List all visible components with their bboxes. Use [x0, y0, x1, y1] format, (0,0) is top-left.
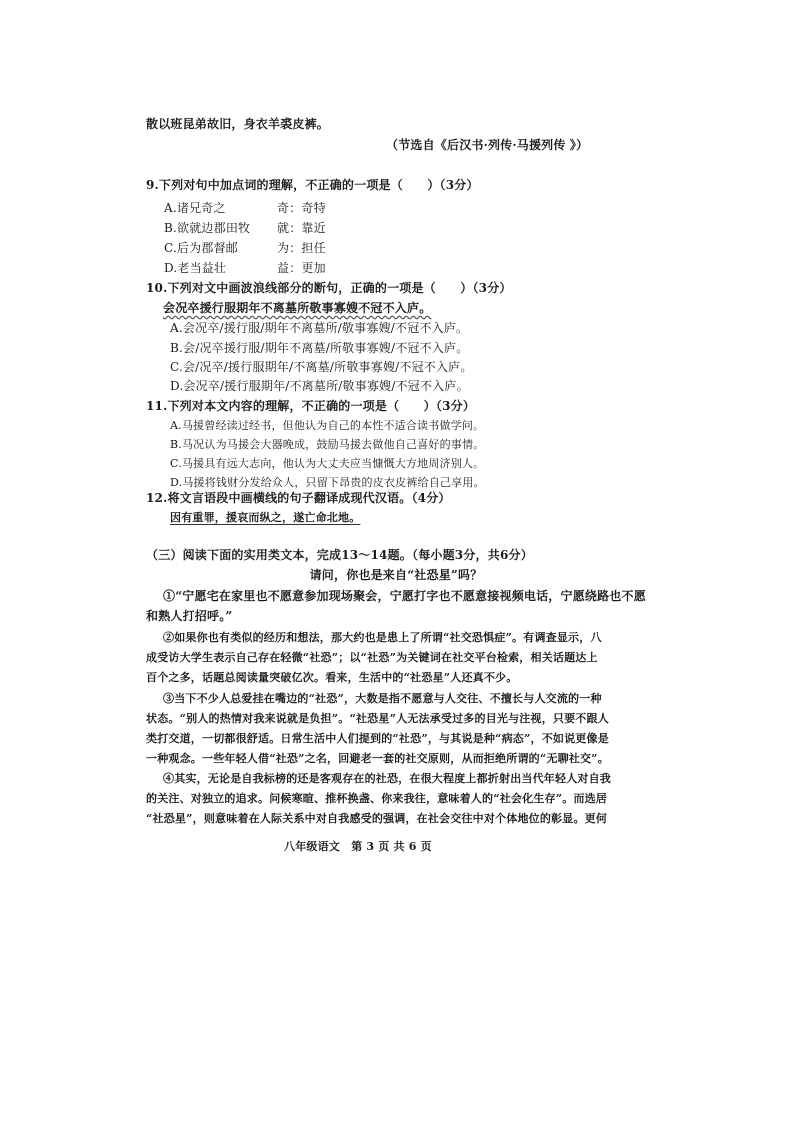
question-10-option-d: D.会况卒/援行服期年/不离墓所/敬事寡嫂/不冠不入庐。: [170, 379, 469, 393]
paragraph-3-line: ③当下不少人总爱挂在嘴边的“社恐”，大数是指不愿意与人交往、不擅长与人交流的一种: [163, 692, 602, 705]
question-10-sentence: 会况卒援行服期年不离墓所敬事寡嫂不冠不入庐。: [163, 301, 432, 315]
paragraph-4-line: ④其实，无论是自我标榜的还是客观存在的社恐，在很大程度上都折射出当代年轻人对自我: [163, 772, 611, 785]
question-9-option-c: [164, 239, 326, 256]
paragraph-4-line: “社恐星”，则意味着在人际关系中对自我感受的强调，在社会交往中对个体地位的彰显。更何: [146, 812, 608, 825]
question-11-stem: 11.下列对本文内容的理解，不正确的一项是（ ）（3分）: [146, 399, 476, 413]
question-12-stem: 12.将文言语段中画横线的句子翻译成现代汉语。（4分）: [146, 491, 451, 505]
question-9-option-b: [164, 219, 326, 236]
paragraph-2-line: 成受访大学生表示自己存在轻微“社恐”；以“社恐”为关键词在社交平台检索，相关话题达上: [146, 651, 598, 664]
question-9-stem: 9.下列对句中加点词的理解，不正确的一项是（ ）（3分）: [146, 178, 479, 192]
question-10-option-b: B.会/况卒援行服/期年不离墓/所敬事寡嫂/不冠不入庐。: [170, 341, 469, 355]
question-11-option-d: D.马援将钱财分发给众人，只留下昂贵的皮衣皮裤给自己享用。: [170, 476, 485, 489]
option-gloss: 奇：奇特: [277, 201, 326, 215]
question-10-option-a: A.会况卒/援行服/期年不离墓所/敬事寡嫂/不冠不入庐。: [170, 321, 469, 335]
option-text: C.后为郡督邮: [164, 241, 238, 255]
option-gloss: 就：靠近: [277, 221, 326, 235]
article-title: 请问，你也是来自“社恐星”吗？: [309, 568, 483, 582]
paragraph-2-line: 百个之多，话题总阅读量突破亿次。看来，生活中的“社恐星”人还真不少。: [146, 671, 518, 684]
question-11-option-c: C.马援具有远大志向，他认为大丈夫应当慷慨大方地周济别人。: [170, 457, 485, 470]
source-note: （节选自《后汉书·列传·马援列传 》）: [386, 138, 589, 152]
paragraph-1-line: ①“宁愿宅在家里也不愿意参加现场聚会，宁愿打字也不愿意接视频电话，宁愿绕路也不愿: [163, 589, 646, 603]
passage-end-line: 散以班昆弟故旧，身衣羊裘皮裤。: [146, 117, 330, 131]
paragraph-3-line: 类打交道，一切都很舒适。日常生活中人们提到的“社恐”，与其说是种“病态”，不如说更像是: [146, 732, 609, 745]
question-12-sentence: 因有重罪，援哀而纵之，遂亡命北地。: [170, 511, 361, 524]
paragraph-2-line: ②如果你也有类似的经历和想法，那大约也是患上了所谓“社交恐惧症”。有调查显示，八: [163, 631, 602, 644]
option-gloss: 益：更加: [277, 261, 326, 275]
question-11-option-a: A.马援曾经读过经书，但他认为自己的本性不适合读书做学问。: [170, 419, 485, 432]
paragraph-3-line: 状态。“别人的热情对我来说就是负担”。“社恐星”人无法承受过多的目光与注视，只要不跟人: [146, 712, 609, 725]
paragraph-1-line: 和熟人打招呼。”: [146, 609, 233, 623]
section-3-heading: （三）阅读下面的实用类文本，完成13～14题。（每小题3分，共6分）: [146, 548, 533, 562]
question-11-option-b: B.马况认为马援会大器晚成，鼓励马援去做他自己喜好的事情。: [170, 438, 485, 451]
page-footer: 八年级语文 第 3 页 共 6 页: [284, 840, 432, 853]
paragraph-4-line: 的关注、对独立的追求。问候寒暄、推杯换盏、你来我往，意味着人的“社会化生存”。而选居: [146, 792, 608, 805]
option-gloss: 为：担任: [277, 241, 326, 255]
option-text: A.诸兄奇之: [164, 201, 226, 215]
option-text: B.欲就边郡田牧: [164, 221, 251, 235]
question-9-option-a: [164, 199, 326, 216]
option-text: D.老当益壮: [164, 261, 227, 275]
question-10-option-c: C.会/况卒/援行服期年/不离墓/所敬事寡嫂/不冠不入庐。: [170, 360, 473, 374]
question-9-option-d: [164, 259, 326, 276]
question-10-stem: 10.下列对文中画波浪线部分的断句，正确的一项是（ ）（3分）: [146, 281, 512, 295]
paragraph-3-line: 一种观念。一些年轻人借“社恐”之名，回避老一套的社交原则，从而拒绝所谓的“无聊社交”。: [146, 752, 609, 765]
